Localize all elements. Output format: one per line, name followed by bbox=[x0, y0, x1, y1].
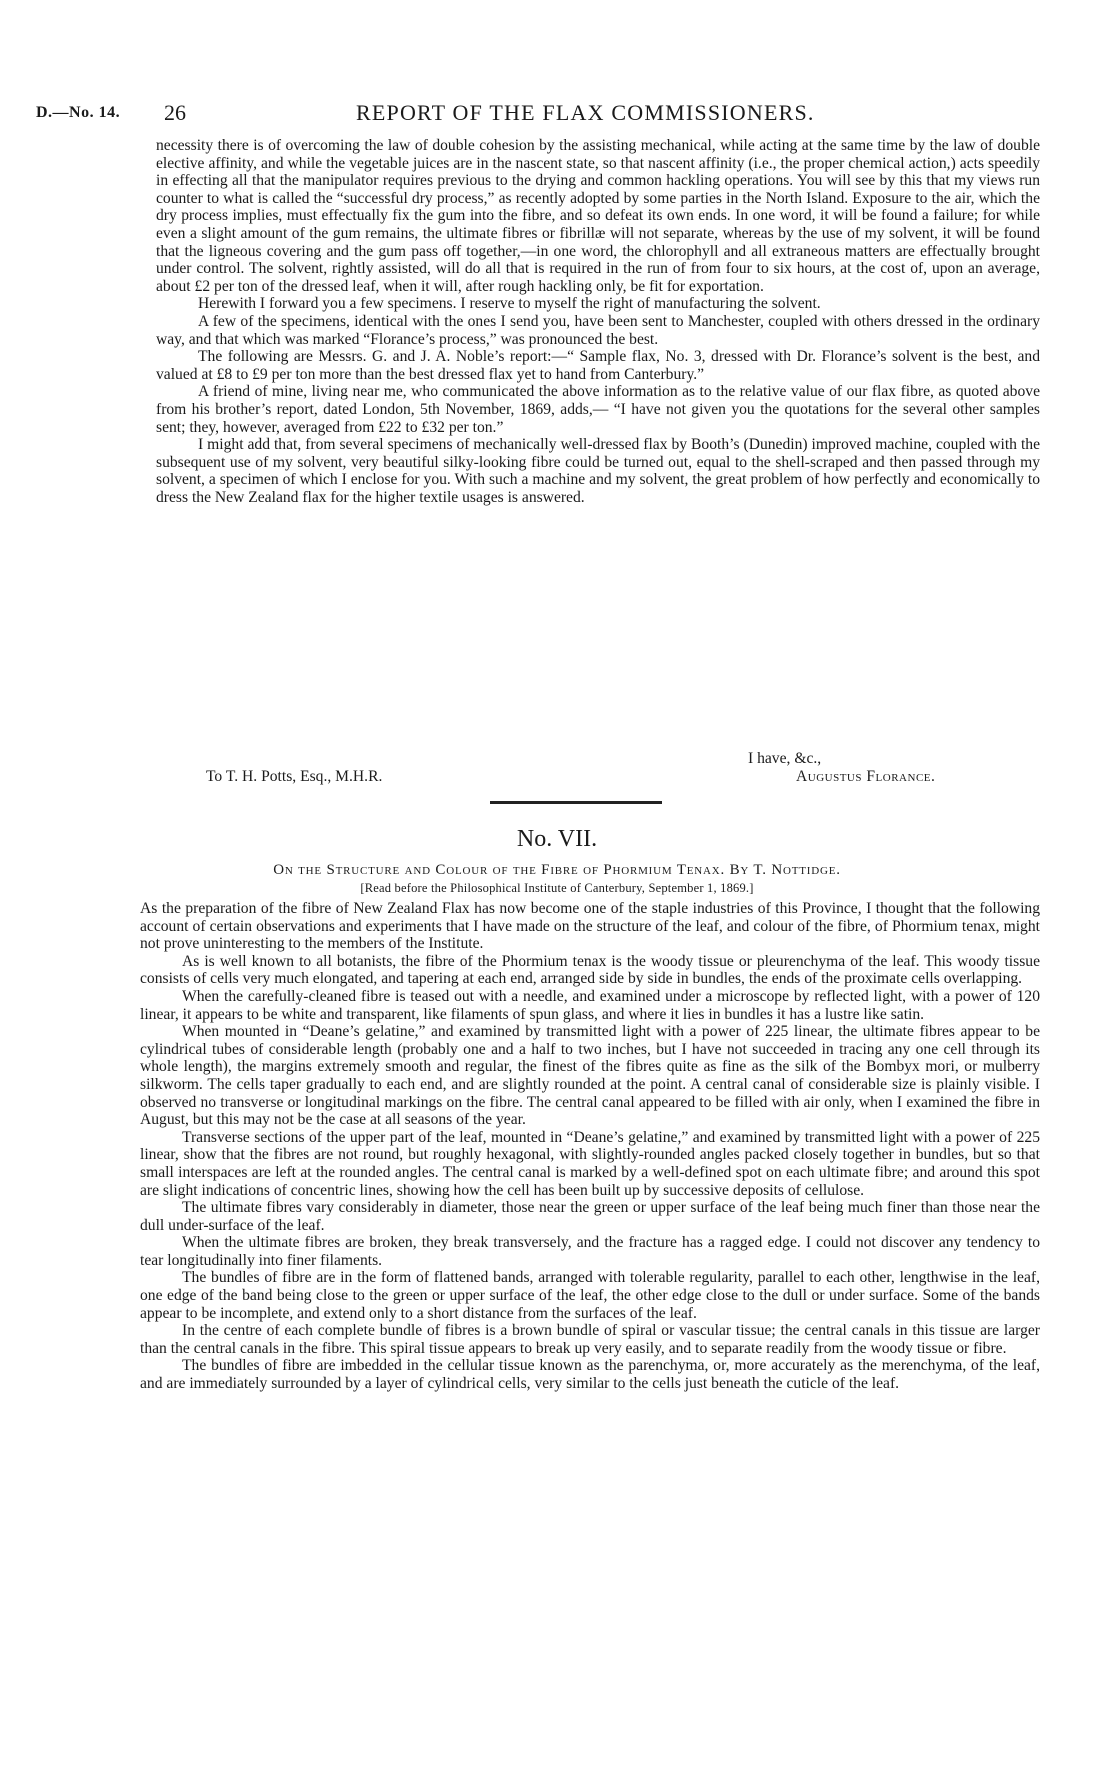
paragraph: The bundles of fibre are imbedded in the cellular tissue known as the parenchyma, or, more accurately as the merenchyma, of the leaf, and are immediately surrounded by a layer of cylindrical cells, very similar to the cells just beneath the cuticle of the leaf. bbox=[140, 1357, 1040, 1393]
paragraph: necessity there is of overcoming the law of double cohesion by the assisting mechanical, while acting at the same time by the law of double elective affinity, and while the vegetable juices are in the nascent state, so that nascent affinity (i.e., the proper chemical action,) acts speedily in effecting all that the manipulator requires previous to the drying and common hackling operations. You will see by this that my views run counter to what is called the “successful dry process,” as recently adopted by some parties in the North Island. Exposure to the air, which the dry process implies, must effectually fix the gum into the fibre, and so defeat its own ends. In one word, it will be found a failure; for while even a slight amount of the gum remains, the ultimate fibres or fibrillæ will not separate, whereas by the use of my solvent, it will be found that the ligneous covering and the gum pass off together,—in one word, the chlorophyll and all extraneous matters are effectually brought under control. The solvent, rightly assisted, will do all that is required in the run of from four to six hours, at the cost of, upon an average, about £2 per ton of the dressed leaf, when it will, after rough hackling only, be fit for exportation. bbox=[156, 137, 1040, 295]
paragraph: A few of the specimens, identical with the ones I send you, have been sent to Manchester, coupled with others dressed in the ordinary way, and that which was marked “Florance’s process,” was pronounced the best. bbox=[156, 312, 1040, 348]
section-title: On the Structure and Colour of the Fibre of Phormium Tenax. By T. Nottidge. bbox=[273, 862, 841, 878]
closing-block bbox=[156, 750, 1040, 786]
paragraph: When the ultimate fibres are broken, they break transversely, and the fracture has a ragged edge. I could not discover any tendency to tear longitudinally into finer filaments. bbox=[140, 1234, 1040, 1269]
paragraph: I might add that, from several specimens of mechanically well-dressed flax by Booth’s (Dunedin) improved machine, coupled with the subsequent use of my solvent, very beautiful silky-looking fibre could be turned out, equal to the shell-scraped and then passed through my solvent, a specimen of which I enclose for you. With such a machine and my solvent, the great problem of how perfectly and economically to dress the New Zealand flax for the higher textile usages is answered. bbox=[156, 436, 1040, 506]
document-reference: D.—No. 14. bbox=[36, 104, 121, 121]
paragraph: The bundles of fibre are in the form of flattened bands, arranged with tolerable regularity, parallel to each other, lengthwise in the leaf, one edge of the band being close to the green or upper surface of the leaf, the other edge close to the dull or under surface. Some of the bands appear to be incomplete, and extend only to a short distance from the surfaces of the leaf. bbox=[140, 1269, 1040, 1322]
paragraph: As the preparation of the fibre of New Zealand Flax has now become one of the staple industries of this Province, I thought that the following account of certain observations and experiments that I have made on the structure of the leaf, and colour of the fibre, of Phormium tenax, might not prove uninteresting to the members of the Institute. bbox=[140, 900, 1040, 953]
section-divider bbox=[490, 801, 662, 804]
section-note: [Read before the Philosophical Institute of Canterbury, September 1, 1869.] bbox=[360, 881, 754, 895]
letter-body bbox=[156, 137, 1040, 506]
paragraph: When the carefully-cleaned fibre is teased out with a needle, and examined under a microscope by reflected light, with a power of 120 linear, it appears to be white and transparent, like filaments of spun glass, and where it lies in bundles it has a lustre like satin. bbox=[140, 987, 1040, 1023]
signature: Augustus Florance. bbox=[796, 768, 936, 785]
salutation: I have, &c., bbox=[748, 750, 822, 767]
paragraph: As is well known to all botanists, the fibre of the Phormium tenax is the woody tissue or pleurenchyma of the leaf. This woody tissue consists of cells very much elongated, and tapering at each end, arranged side by side in bundles, the ends of the proximate cells overlapping. bbox=[140, 952, 1040, 988]
paragraph: The following are Messrs. G. and J. A. Noble’s report:—“ Sample flax, No. 3, dressed with Dr. Florance’s solvent is the best, and valued at £8 to £9 per ton more than the best dressed flax yet to hand from Canterbury.” bbox=[156, 348, 1040, 383]
section-number: No. VII. bbox=[516, 826, 598, 852]
running-title: REPORT OF THE FLAX COMMISSIONERS. bbox=[356, 100, 815, 125]
paragraph: Herewith I forward you a few specimens. I reserve to myself the right of manufacturing the solvent. bbox=[198, 295, 821, 313]
paragraph: When mounted in “Deane’s gelatine,” and examined by transmitted light with a power of 225 linear, the ultimate fibres appear to be cylindrical tubes of considerable length (probably one and a half to two inches, but I have not succeeded in tracing any one cell through its whole length), the margins extremely smooth and regular, the finest of the fibres quite as fine as the silk of the Bombyx mori, or mulberry silkworm. The cells taper gradually to each end, and are slightly rounded at the point. A central canal of considerable size is plainly visible. I observed no transverse or longitudinal markings on the fibre. The central canal appeared to be filled with air only, when I examined the fibre in August, but this may not be the case at all seasons of the year. bbox=[140, 1023, 1040, 1129]
page-number: 26 bbox=[164, 100, 186, 125]
addressee: To T. H. Potts, Esq., M.H.R. bbox=[206, 768, 383, 785]
article-body bbox=[140, 900, 1040, 1393]
paragraph: The ultimate fibres vary considerably in diameter, those near the green or upper surface of the leaf being much finer than those near the dull under-surface of the leaf. bbox=[140, 1199, 1040, 1234]
paragraph: A friend of mine, living near me, who communicated the above information as to the relative value of our flax fibre, as quoted above from his brother’s report, dated London, 5th November, 1869, adds,— “I have not given you the quotations for the several other samples sent; they, however, averaged from £22 to £32 per ton.” bbox=[156, 383, 1040, 436]
page-header bbox=[36, 100, 1076, 130]
paragraph: Transverse sections of the upper part of the leaf, mounted in “Deane’s gelatine,” and examined by transmitted light with a power of 225 linear, show that the fibres are not round, but roughly hexagonal, with slightly-rounded angles packed closely together in bundles, but so that small interspaces are left at the rounded angles. The central canal is marked by a well-defined spot on each ultimate fibre; and around this spot are slight indications of concentric lines, showing how the cell has been built up by successive deposits of cellulose. bbox=[140, 1128, 1040, 1199]
paragraph: In the centre of each complete bundle of fibres is a brown bundle of spiral or vascular tissue; the central canals in this tissue are larger than the central canals in the fibre. This spiral tissue appears to break up very easily, and to separate readily from the woody tissue or fibre. bbox=[140, 1322, 1040, 1357]
letter-closing bbox=[156, 750, 1040, 790]
